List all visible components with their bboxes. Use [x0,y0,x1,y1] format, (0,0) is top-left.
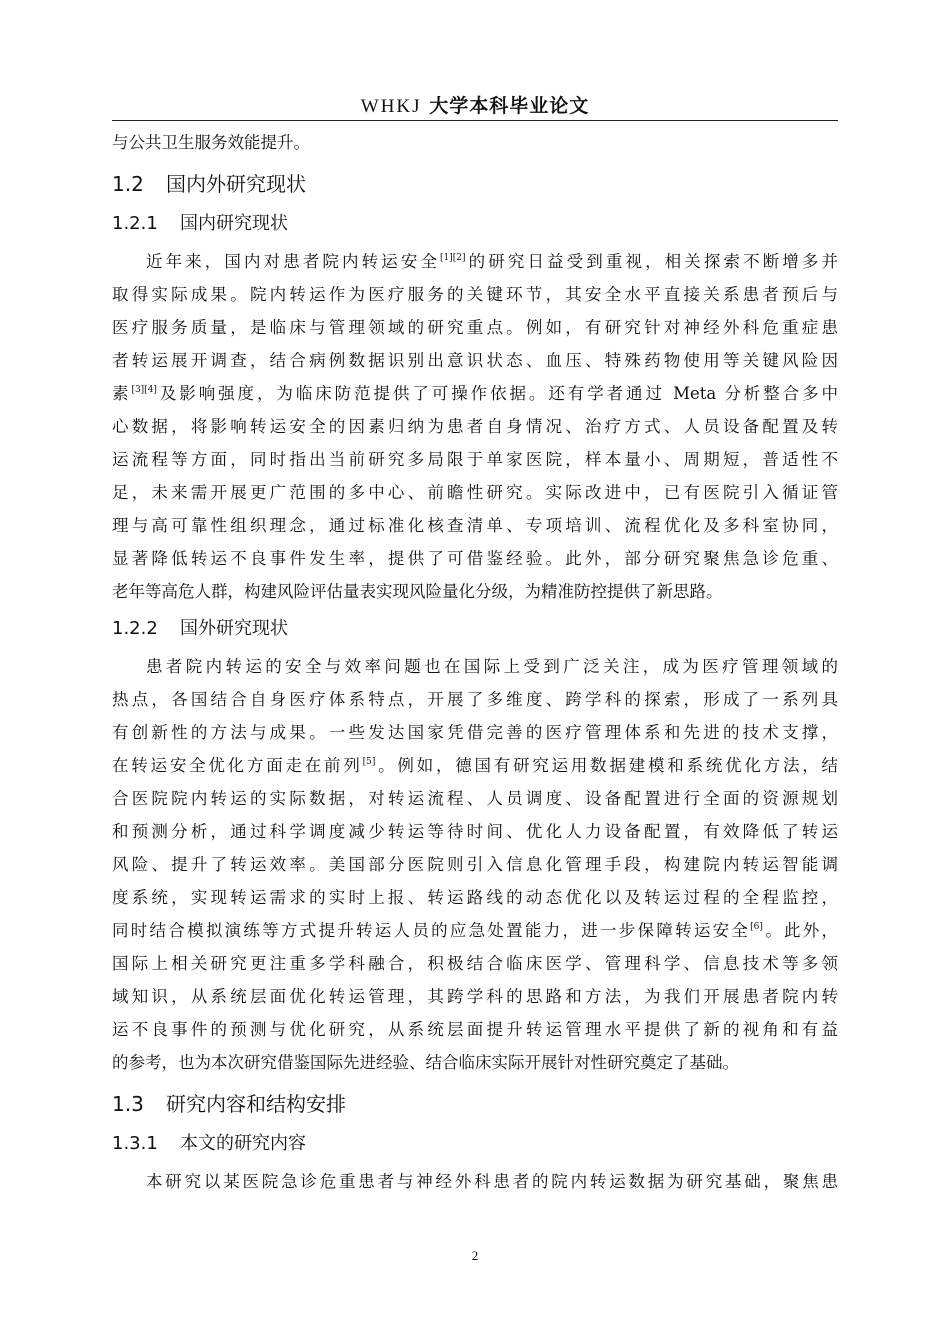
running-header [112,94,838,121]
text-line: 合医院院内转运的实际数据，对转运流程、人员调度、设备配置进行全面的资源规划 [112,789,838,808]
text-line: 域知识，从系统层面优化转运管理，其跨学科的思路和方法，为我们开展患者院内转 [112,987,838,1006]
paragraph-research-content [112,1165,838,1198]
text-line: 运不良事件的预测与优化研究，从系统层面提升转运管理水平提供了新的视角和有益 [112,1020,838,1039]
text-line: 同时结合模拟演练等方式提升转运人员的应急处置能力，进一步保障转运安全[6]。此外， [112,921,839,940]
text-line: 取得实际成果。院内转运作为医疗服务的关键环节，其安全水平直接关系患者预后与 [112,285,838,304]
body-content [112,126,838,1198]
text-line: 医疗服务质量，是临床与管理领域的研究重点。例如，有研究针对神经外科危重症患 [112,318,838,337]
text-line: 患者院内转运的安全与效率问题也在国际上受到广泛关注，成为医疗管理领域的 [146,657,838,676]
page-number: 2 [471,1248,479,1263]
subsection-number: 1.2.1 [112,213,158,234]
paragraph-foreign-research [112,650,838,1079]
subsection-title: 国外研究现状 [180,618,288,639]
text-line: 和预测分析，通过科学调度减少转运等待时间、优化人力设备配置，有效降低了转运 [112,822,838,841]
continued-paragraph: 与公共卫生服务效能提升。 [112,133,310,152]
section-title: 研究内容和结构安排 [166,1092,346,1116]
text-line: 风险、提升了转运效率。美国部分医院则引入信息化管理手段，构建院内转运智能调 [112,855,838,874]
text-line: 在转运安全优化方面走在前列[5]。例如，德国有研究运用数据建模和系统优化方法，结 [112,756,839,775]
header-prefix: WHKJ [360,96,422,117]
text-line: 老年等高危人群，构建风险评估量表实现风险量化分级，为精准防控提供了新思路。 [112,582,723,601]
text-line: 心数据，将影响转运安全的因素归纳为患者自身情况、治疗方式、人员设备配置及转 [112,417,838,436]
subsection-number: 1.2.2 [112,618,158,639]
text-line: 有创新性的方法与成果。一些发达国家凭借完善的医疗管理体系和先进的技术支撑， [112,723,838,742]
text-line: 本研究以某医院急诊危重患者与神经外科患者的院内转运数据为研究基础，聚焦患 [146,1172,838,1191]
subsection-heading-1-2-2 [112,616,838,642]
subsection-heading-1-2-1 [112,211,838,237]
text-line: 国际上相关研究更注重多学科融合，积极结合临床医学、管理科学、信息技术等多领 [112,954,838,973]
citation: [6] [750,922,763,932]
text-line: 运流程等方面，同时指出当前研究多局限于单家医院，样本量小、周期短，普适性不 [112,450,838,469]
text-line: 者转运展开调查，结合病例数据识别出意识状态、血压、特殊药物使用等关键风险因 [112,351,838,370]
citation: [1][2] [440,253,466,263]
section-heading-1-2 [112,170,838,198]
subsection-title: 国内研究现状 [180,213,288,234]
text-line: 热点，各国结合自身医疗体系特点，开展了多维度、跨学科的探索，形成了一系列具 [112,690,838,709]
text-line: 度系统，实现转运需求的实时上报、转运路线的动态优化以及转运过程的全程监控， [112,888,838,907]
text-line: 素[3][4]及影响强度，为临床防范提供了可操作依据。还有学者通过 Meta 分析整合多中 [112,384,839,403]
section-number: 1.3 [112,1092,144,1116]
citation: [5] [362,757,376,767]
text-line: 理与高可靠性组织理念，通过标准化核查清单、专项培训、流程优化及多科室协同， [112,516,838,535]
paragraph-domestic-research [112,245,838,608]
subsection-number: 1.3.1 [112,1133,158,1154]
header-title: 大学本科毕业论文 [429,95,590,117]
text-line: 近年来，国内对患者院内转运安全[1][2]的研究日益受到重视，相关探索不断增多并 [146,252,839,271]
subsection-title: 本文的研究内容 [180,1133,306,1154]
section-number: 1.2 [112,172,144,196]
text-line: 足，未来需开展更广范围的多中心、前瞻性研究。实际改进中，已有医院引入循证管 [112,483,838,502]
text-line: 的参考，也为本次研究借鉴国际先进经验、结合临床实际开展针对性研究奠定了基础。 [112,1053,739,1072]
text-line: 显著降低转运不良事件发生率，提供了可借鉴经验。此外，部分研究聚焦急诊危重、 [112,549,838,568]
section-title: 国内外研究现状 [166,172,306,196]
citation: [3][4] [131,385,157,395]
section-heading-1-3 [112,1090,838,1118]
subsection-heading-1-3-1 [112,1131,838,1157]
